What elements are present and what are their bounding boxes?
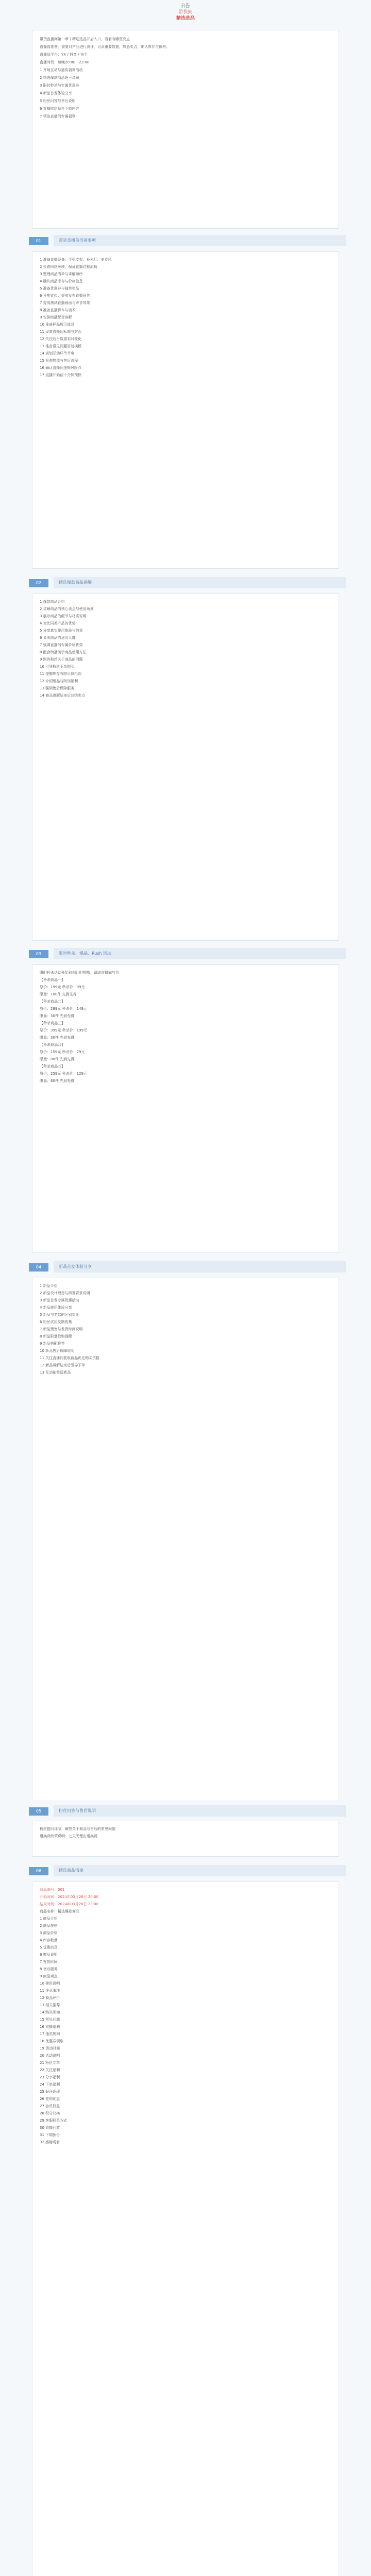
section-line: 2 商品规格 (40, 1924, 58, 1928)
section-line: 2 讲解商品的核心卖点与使用场景 (40, 607, 94, 611)
section-line: 5 优惠信息 (40, 1945, 58, 1950)
section-number: 01 (29, 237, 48, 245)
section-line: 4 确认商品库存与价格信息 (40, 279, 83, 283)
section-line: 11 关注直播间获取新品优先购买资格 (40, 1356, 100, 1360)
section-line: 6 说明商品的适用人群 (40, 636, 76, 640)
section-line: 【秒杀商品四】 (40, 1043, 65, 1047)
section-line: 【秒杀商品三】 (40, 1021, 65, 1025)
section-line: 3 新品首发专属优惠活动 (40, 1298, 79, 1302)
section-line: 30 直播回放 (40, 2126, 60, 2130)
intro-line: 直播前准备，需要对产品进行测评，记录重要数据，熟悉卖点，确认库存与价格。 (40, 45, 170, 49)
section-line: 限量：80件 先到先得 (40, 1057, 75, 1061)
section-line: 1 商品介绍 (40, 1917, 58, 1921)
section-line: 2 检查网络环境，保证直播过程流畅 (40, 265, 97, 269)
section-line: 18 优惠券领取 (40, 2039, 64, 2043)
section-title: 精选爆款商品讲解 (54, 577, 346, 588)
section-line: 4 对比同类产品的优势 (40, 621, 76, 625)
section-line: 9 新品搭配推荐 (40, 1342, 65, 1346)
section-line: 【秒杀商品一】 (40, 978, 65, 982)
section-panel (32, 1821, 339, 1857)
section-line: 26 复购优惠 (40, 2097, 60, 2101)
section-line: 10 新品售后保障说明 (40, 1349, 75, 1353)
section-line: 原价：299元 秒杀价：149元 (40, 1007, 87, 1011)
section-line: 6 粉丝试用反馈收集 (40, 1320, 72, 1324)
section-line: 9 商品卖点 (40, 1974, 58, 1978)
section-title: 限时秒杀、爆品、Rush 活动 (54, 948, 346, 959)
section-line: 3 展示商品的细节与材质说明 (40, 614, 87, 618)
intro-line: 直播时间：每晚20:00 - 23:00 (40, 60, 90, 64)
section-line: 12 商品评价 (40, 1996, 60, 2000)
section-line: 22 关注福利 (40, 2068, 60, 2072)
intro-line: 1 开场互动与抽奖福利活动 (40, 68, 83, 72)
section-panel (32, 594, 339, 941)
section-line: 17 直播开始前十分钟预热 (40, 373, 82, 377)
section-line: 9 回答粉丝关于商品的问题 (40, 657, 83, 662)
section-line: 10 使用说明 (40, 1981, 60, 1986)
section-line: 32 感谢观看 (40, 2140, 60, 2144)
section-header (25, 235, 346, 247)
section-title: 粉丝问答与售后说明 (54, 1805, 346, 1817)
section-line: 17 抽奖规则 (40, 2032, 60, 2036)
section-line: 限量：60件 先到先得 (40, 1079, 75, 1083)
intro-line: 带货直播间第一章丨精选选品开启入口，看看有哪些亮点 (40, 37, 130, 41)
section-line: 限量：100件 先到先得 (40, 992, 77, 996)
section-line: 12 介绍赠品与附加福利 (40, 679, 78, 683)
section-line: 粉丝提问环节，解答关于商品与售后的常见问题 (40, 1827, 115, 1831)
section-line: 3 整理商品清单与讲解顺序 (40, 272, 83, 276)
section-panel (32, 1882, 339, 2576)
section-line: 7 发货时间 (40, 1960, 58, 1964)
section-line: 13 强调售后保障服务 (40, 686, 75, 690)
section-line: 限量：30件 先到先得 (40, 1036, 75, 1040)
section-header (25, 948, 346, 960)
section-line: 1 新品介绍 (40, 1284, 58, 1288)
section-line: 原价：159元 秒杀价：79元 (40, 1050, 85, 1054)
section-line: 16 直播福利 (40, 2025, 60, 2029)
section-line: 25 好评返现 (40, 2090, 60, 2094)
section-title: 精选商品清单 (54, 1865, 346, 1876)
intro-line: 5 粉丝问答与售后说明 (40, 99, 76, 103)
section-line: 3 商品价格 (40, 1931, 58, 1935)
section-line: 19 活动时间 (40, 2046, 60, 2050)
section-line: 12 新品讲解结束后引导下单 (40, 1363, 86, 1367)
header-line-1: 公告 (180, 4, 190, 9)
section-number: 02 (29, 579, 48, 587)
intro-panel (32, 30, 339, 229)
section-line: 20 活动说明 (40, 2054, 60, 2058)
section-line: 27 会员权益 (40, 2104, 60, 2108)
header-line-2: 带货间 (178, 10, 193, 15)
section-line: 29 客服联系方式 (40, 2119, 68, 2123)
section-title: 带货直播前准备事项 (54, 235, 346, 246)
article-page (25, 0, 346, 2144)
section-line: 7 新品预售与发货时间说明 (40, 1327, 83, 1331)
highlight-line: 商品编号：001 (40, 1888, 65, 1892)
section-line: 23 分享福利 (40, 2075, 60, 2079)
section-header (25, 1865, 346, 1877)
section-line: 8 新品限量抢购提醒 (40, 1334, 72, 1338)
section-line: 14 购买须知 (40, 2010, 60, 2014)
header-line-3: 精选选品 (176, 16, 195, 21)
intro-line: 7 领取直播间专属福利 (40, 114, 76, 118)
section-line: 原价：199元 秒杀价：99元 (40, 985, 85, 989)
section-line: 限量：50件 先到先得 (40, 1014, 75, 1018)
section-line: 13 互动抽奖送新品 (40, 1370, 71, 1375)
section-line: 6 赠品说明 (40, 1953, 58, 1957)
section-line: 1 准备直播设备：手机支架、补光灯、麦克风 (40, 258, 112, 262)
section-line: 2 新品设计理念与研发背景说明 (40, 1291, 90, 1295)
section-number: 06 (29, 1867, 48, 1875)
section-line: 原价：259元 秒杀价：129元 (40, 1072, 87, 1076)
section-line: 4 库存数量 (40, 1938, 58, 1942)
intro-line: 直播间平台：YX / 抖音 / 快手 (40, 53, 88, 57)
section-line: 8 准备直播脚本与话术 (40, 308, 76, 312)
highlight-line: 开始时间：2024年03月28日 20:00 (40, 1895, 99, 1899)
section-line: 1 爆款商品介绍 (40, 600, 65, 604)
section-line: 12 关注后台数据实时变化 (40, 337, 82, 341)
intro-line: 2 精选爆款商品逐一讲解 (40, 76, 79, 80)
section-title: 新品首发体验分享 (54, 1261, 346, 1273)
section-number: 05 (29, 1807, 48, 1816)
section-line: 10 引导粉丝下单购买 (40, 665, 75, 669)
section-panel (32, 964, 339, 1253)
section-header (25, 1805, 346, 1818)
section-line: 6 预热宣传：提前发布直播预告 (40, 294, 90, 298)
section-header (25, 1261, 346, 1274)
section-line: 15 常见问题 (40, 2018, 60, 2022)
section-line: 【秒杀商品二】 (40, 999, 65, 1004)
section-line: 7 提前测试直播画面与声音效果 (40, 301, 90, 305)
intro-line: 3 限时秒杀与专属优惠券 (40, 83, 79, 88)
section-panel (32, 1278, 339, 1801)
highlight-line: 结束时间：2024年03月28日 23:00 (40, 1902, 99, 1906)
section-line: 24 下单福利 (40, 2082, 60, 2087)
section-line: 8 配合助播演示商品使用方法 (40, 650, 87, 654)
section-line: 5 分享真实使用体验与效果 (40, 629, 83, 633)
section-header (25, 577, 346, 589)
section-line: 5 新品与老款的区别对比 (40, 1313, 79, 1317)
section-line: 原价：399元 秒杀价：199元 (40, 1028, 87, 1032)
section-line: 7 强调直播间专属价格优势 (40, 643, 83, 647)
section-panel (32, 251, 339, 569)
section-number: 04 (29, 1263, 48, 1272)
section-line: 退换货政策说明：七天无理由退换货 (40, 1834, 97, 1838)
header-block (25, 0, 346, 27)
section-line: 4 新品使用体验分享 (40, 1306, 72, 1310)
section-line: 11 提醒库存有限尽快抢购 (40, 672, 82, 676)
section-line: 13 准备常见问题答复模板 (40, 344, 82, 348)
section-line: 【秒杀商品五】 (40, 1064, 65, 1069)
section-number: 03 (29, 950, 48, 958)
section-line: 31 下期预告 (40, 2133, 60, 2137)
section-line: 11 设置直播间标题与封面 (40, 330, 82, 334)
section-line: 8 售后服务 (40, 1967, 58, 1971)
intro-line: 6 直播收尾预告下期内容 (40, 107, 79, 111)
intro-line: 4 新品首发体验分享 (40, 91, 72, 95)
section-line: 9 安排助播配合讲解 (40, 315, 72, 319)
section-line: 10 准备样品展示道具 (40, 323, 75, 327)
section-line: 11 注意事项 (40, 1989, 60, 1993)
section-line: 5 准备优惠券与抽奖奖品 (40, 286, 79, 291)
section-line: 14 商品讲解结束后总结卖点 (40, 693, 86, 698)
section-line: 21 粉丝专享 (40, 2061, 60, 2065)
section-line: 15 检查物流与售后流程 (40, 359, 78, 363)
section-line: 商品名称：精选爆款商品 (40, 1909, 79, 1913)
section-line: 限时秒杀活动开始前倒计时提醒，调动直播间气氛 (40, 971, 119, 975)
section-line: 13 相关推荐 (40, 2003, 60, 2007)
section-line: 14 规划互动环节节奏 (40, 351, 75, 355)
section-line: 28 积分兑换 (40, 2111, 60, 2115)
section-line: 16 确认直播间违规风险点 (40, 366, 82, 370)
